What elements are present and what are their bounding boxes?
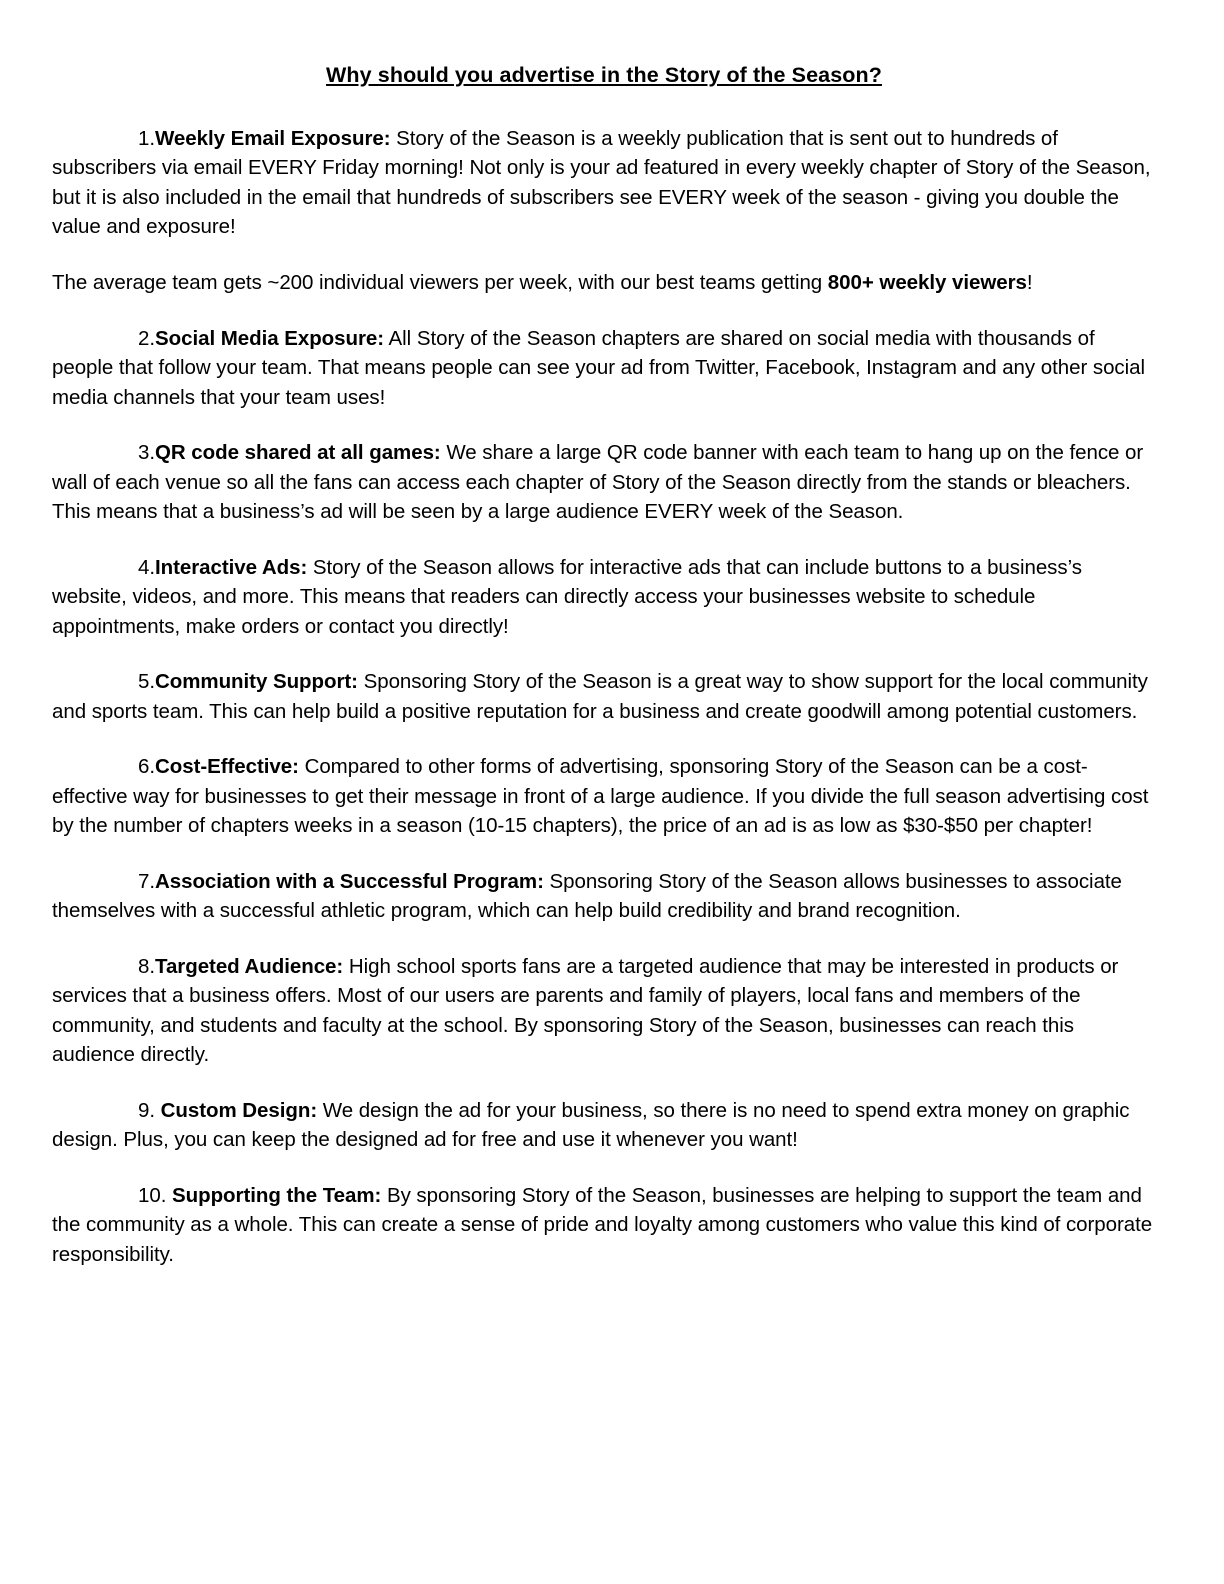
paragraph-6-body: Sponsoring Story of the Season is a great way to show support for the local community and sports team. This can help build a positive reputation for a business and create goodwill among potential customers.	[52, 670, 1148, 723]
paragraph-2-body-pre: The average team gets ~200 individual viewers per week, with our best teams getting	[52, 271, 828, 294]
paragraph-10	[52, 1096, 1156, 1155]
paragraph-10-body: We design the ad for your business, so there is no need to spend extra money on graphic design. Plus, you can keep the designed ad for free and use it whenever you want!	[52, 1098, 1130, 1152]
paragraph-7-heading: Cost-Effective:	[155, 755, 299, 779]
paragraph-4-number: 3.	[138, 441, 155, 465]
paragraph-9-heading: Targeted Audience:	[155, 954, 344, 978]
paragraph-1-heading: Weekly Email Exposure:	[155, 126, 391, 150]
paragraph-2-body-post: !	[1026, 271, 1033, 294]
paragraph-7-number: 6.	[138, 755, 155, 779]
paragraph-8-heading: Association with a Successful Program:	[155, 869, 544, 893]
paragraph-5-heading: Interactive Ads:	[155, 555, 308, 579]
paragraph-1	[52, 124, 1156, 242]
paragraph-2	[52, 268, 1156, 298]
paragraph-4	[52, 438, 1156, 527]
paragraph-11	[52, 1181, 1156, 1270]
paragraph-7	[52, 752, 1156, 841]
paragraph-5	[52, 553, 1156, 642]
paragraph-10-heading: Custom Design:	[155, 1098, 318, 1122]
paragraph-3	[52, 324, 1156, 413]
paragraph-7-body: Compared to other forms of advertising, sponsoring Story of the Season can be a cost-effective way for businesses to get their message in front of a large audience. If you divide the full season advertising cost by the number of chapters weeks in a season (10-15 chapters), the price of an ad is as low as $30-$50 per chapter!	[52, 755, 1149, 838]
paragraph-10-number: 9.	[138, 1098, 155, 1122]
paragraph-3-number: 2.	[138, 326, 155, 350]
page-title: Why should you advertise in the Story of the Season?	[326, 63, 882, 87]
paragraph-3-heading: Social Media Exposure:	[155, 326, 385, 350]
paragraph-1-body: Story of the Season is a weekly publication that is sent out to hundreds of subscribers via email EVERY Friday morning! Not only is your ad featured in every weekly chapter of Story of the Season, but it is also included in the email that hundreds of subscribers see EVERY week of the season - giving you double the value and exposure!	[52, 126, 1151, 239]
paragraph-9-body: High school sports fans are a targeted audience that may be interested in products or services that a business offers. Most of our users are parents and family of players, local fans and members of the community, and students and faculty at the school. By sponsoring Story of the Season, businesses can reach this audience directly.	[52, 954, 1119, 1067]
paragraph-8-body: Sponsoring Story of the Season allows businesses to associate themselves with a successful athletic program, which can help build credibility and brand recognition.	[52, 869, 1122, 923]
paragraph-4-heading: QR code shared at all games:	[155, 441, 441, 465]
paragraph-11-number: 10.	[138, 1183, 167, 1207]
paragraph-11-body: By sponsoring Story of the Season, businesses are helping to support the team and the community as a whole. This can create a sense of pride and loyalty among customers who value this kind of corporate responsibility.	[52, 1183, 1153, 1266]
paragraph-3-body: All Story of the Season chapters are shared on social media with thousands of people that follow your team. That means people can see your ad from Twitter, Facebook, Instagram and any other social media channels that your team uses!	[52, 326, 1145, 409]
paragraph-2-body-bold: 800+ weekly viewers	[827, 271, 1027, 294]
paragraph-5-body: Story of the Season allows for interactive ads that can include buttons to a business’s website, videos, and more. This means that readers can directly access your businesses website to schedule appointments, make orders or contact you directly!	[52, 555, 1082, 638]
paragraph-6-number: 5.	[138, 670, 155, 694]
paragraph-8-number: 7.	[138, 869, 155, 893]
paragraph-4-body: We share a large QR code banner with each team to hang up on the fence or wall of each venue so all the fans can access each chapter of Story of the Season directly from the stands or bleachers. This means that a business’s ad will be seen by a large audience EVERY week of the Season.	[52, 441, 1144, 524]
paragraph-8	[52, 867, 1156, 926]
paragraph-5-number: 4.	[138, 555, 155, 579]
paragraph-6	[52, 667, 1156, 726]
paragraph-9	[52, 952, 1156, 1070]
paragraph-11-heading: Supporting the Team:	[166, 1183, 382, 1207]
paragraph-1-number: 1.	[138, 126, 155, 150]
paragraph-9-number: 8.	[138, 954, 155, 978]
paragraph-6-heading: Community Support:	[155, 670, 358, 694]
